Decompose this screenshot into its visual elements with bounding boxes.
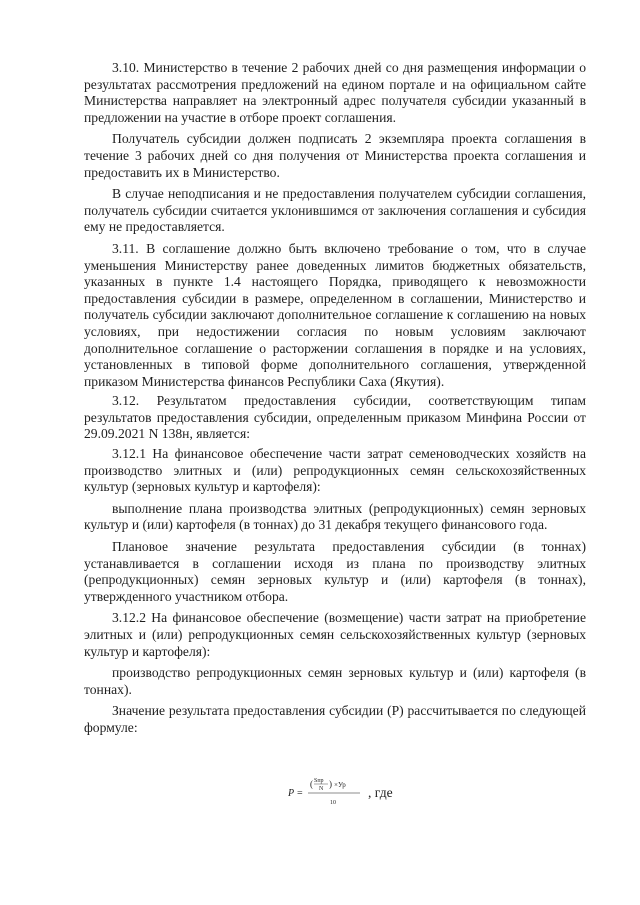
paragraph-3-11: 3.11. В соглашение должно быть включено требование о том, что в случае уменьшения Министерству ранее доведенных лимитов бюджетных обязательств, указанных в пункте 1.4 настоящего Порядка, приводящего к невозможности предоставления субсидии в размере, определенном в соглашении, Министерство и получатель субсидии заключают дополнительное соглашение к соглашению на новых условиях, при недостижении согласия по новым условиям заключают дополнительное соглашение о расторжении соглашения в порядке и на условиях, установленных в типовой форме дополнительного соглашения, утвержденной приказом Министерства финансов Республики Саха (Якутия). bbox=[84, 240, 586, 389]
formula-outer-denominator: 10 bbox=[330, 800, 336, 806]
paragraph-signing: Получатель субсидии должен подписать 2 экземпляра проекта соглашения в течение 3 рабочих дней со дня получения от Министерства проекта соглашения и предоставить их в Министерство. bbox=[84, 131, 586, 180]
paragraph-plan-execution: выполнение плана производства элитных (репродукционных) семян зерновых культур и (или) картофеля (в тоннах) до 31 декабря текущего финансового года. bbox=[84, 500, 586, 533]
paragraph-formula-intro: Значение результата предоставления субсидии (Р) рассчитывается по следующей формуле: bbox=[84, 703, 586, 735]
formula-inner-numerator: Sпр bbox=[314, 778, 324, 784]
formula-inner-denominator: N bbox=[319, 786, 324, 792]
document-body bbox=[84, 60, 586, 742]
paragraph-3-12-2: 3.12.2 На финансовое обеспечение (возмещение) части затрат на приобретение элитных и (или) репродукционных семян сельскохозяйственных культур (зерновых культур и картофеля): bbox=[84, 610, 586, 659]
formula-factor: ×Ур bbox=[334, 781, 346, 789]
paragraph-refusal: В случае неподписания и не предоставления получателем субсидии соглашения, получатель субсидии считается уклонившимся от заключения соглашения и субсидия ему не предоставляется. bbox=[84, 186, 586, 235]
formula-suffix: , где bbox=[368, 785, 393, 800]
formula bbox=[288, 774, 393, 812]
paragraph-production: производство репродукционных семян зерновых культур и (или) картофеля (в тоннах). bbox=[84, 665, 586, 697]
formula-paren-close: ) bbox=[329, 779, 332, 789]
formula-image bbox=[288, 774, 362, 812]
paragraph-3-12: 3.12. Результатом предоставления субсидии, соответствующим типам результатов предоставления субсидии, определенным приказом Минфина России от 29.09.2021 N 138н, является: bbox=[84, 393, 586, 442]
formula-paren-open: ( bbox=[310, 779, 313, 789]
formula-lhs: P = bbox=[288, 788, 304, 799]
paragraph-3-12-1: 3.12.1 На финансовое обеспечение части затрат семеноводческих хозяйств на производство элитных и (или) репродукционных семян сельскохозяйственных культур (зерновых культур и картофеля): bbox=[84, 446, 586, 495]
paragraph-planned-value: Плановое значение результата предоставления субсидии (в тоннах) устанавливается в соглашении исходя из плана по производству элитных (репродукционных) семян зерновых культур и (или) картофеля (в тоннах), утвержденного участником отбора. bbox=[84, 539, 586, 604]
paragraph-3-10: 3.10. Министерство в течение 2 рабочих дней со дня размещения информации о результатах рассмотрения предложений на едином портале и на официальном сайте Министерства направляет на электронный адрес получателя субсидии указанный в предложении на участие в отборе проект соглашения. bbox=[84, 60, 586, 125]
